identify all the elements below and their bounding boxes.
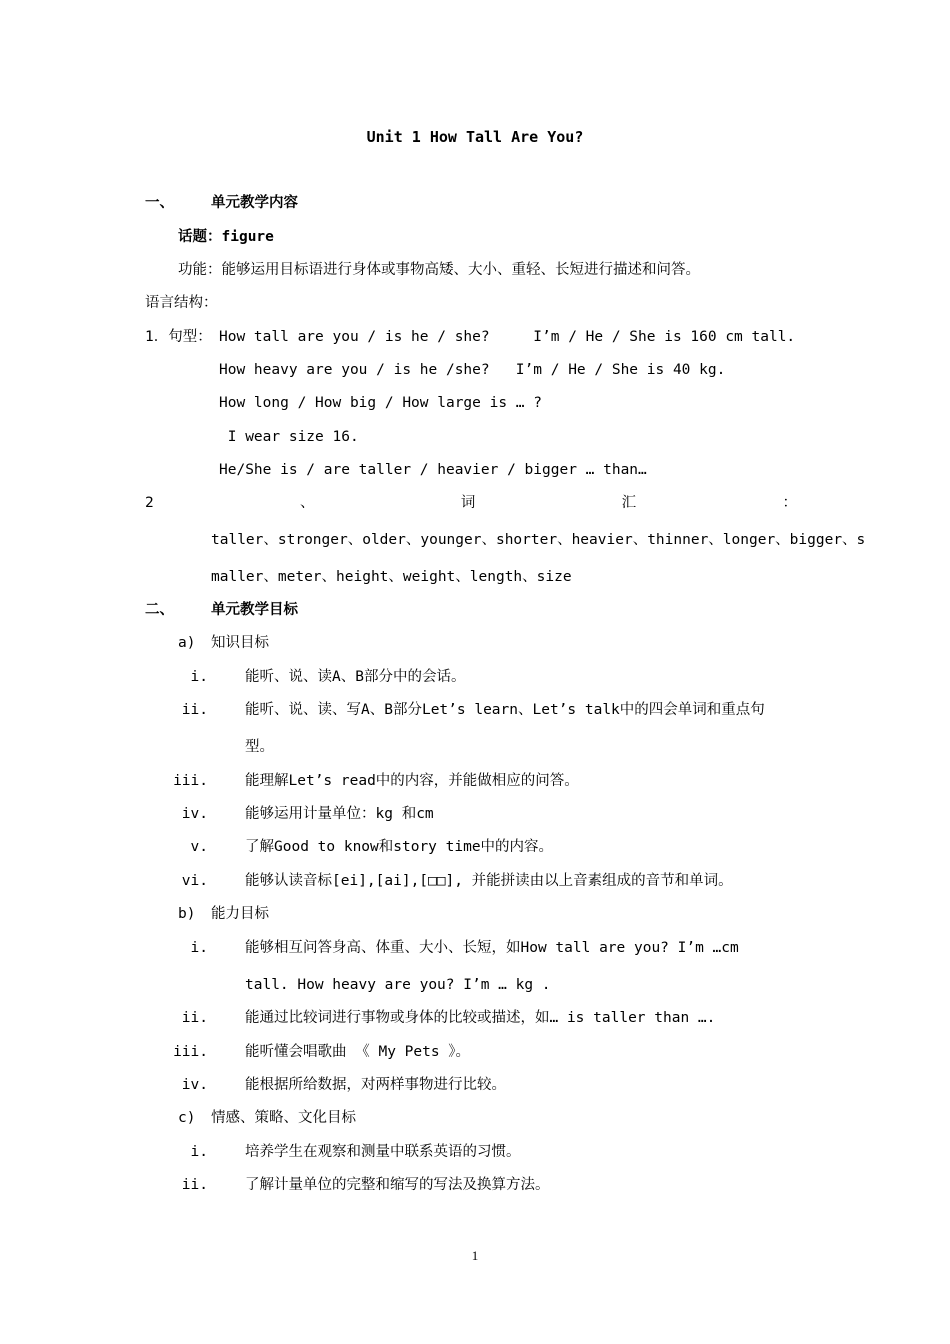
item-number: ii. [181,1177,208,1193]
item-text: 能听、说、读A、B部分中的会话。 [245,669,466,685]
vocab-label-part: ： [782,495,797,511]
vocab-line: taller、stronger、older、younger、shorter、heavier、thinner、longer、bigger、s [211,532,866,548]
section1-number: 一、 [145,195,174,211]
item-text-continued: 型。 [245,739,274,755]
item-text: 能理解Let’s read中的内容，并能做相应的问答。 [245,773,579,789]
item-text: 了解Good to know和story time中的内容。 [245,839,554,855]
vocab-label-part: 汇 [621,495,637,511]
section1-heading: 单元教学内容 [211,195,298,211]
item-number: iii. [173,773,208,789]
item-number: i. [190,940,208,956]
item-number: iii. [173,1044,208,1060]
item-text: 能听、说、读、写A、B部分Let’s learn、Let’s talk中的四会单词和重点句 [245,702,765,718]
section2-number: 二、 [145,602,174,618]
item-text: 能够认读音标[ei],[ai],[□□], 并能拼读由以上音素组成的音节和单词。 [245,873,733,889]
item-text: 能通过比较词进行事物或身体的比较或描述，如… is taller than …. [245,1010,716,1026]
item-text: 能听懂会唱歌曲 《 My Pets 》。 [245,1044,471,1060]
item-number: iv. [181,806,208,822]
function-line: 功能：能够运用目标语进行身体或事物高矮、大小、重轻、长短进行描述和问答。 [178,262,700,278]
item-text: 能够相互问答身高、体重、大小、长短，如How tall are you? I’m …cm [245,940,739,956]
item-number: i. [190,669,208,685]
group-marker: a) [178,635,196,651]
vocab-label-part: 2 [145,495,154,511]
item-text: 培养学生在观察和测量中联系英语的习惯。 [245,1144,521,1160]
vocab-label-part: 、 [300,495,315,511]
page-title: Unit 1 How Tall Are You? [366,128,584,146]
item-number: vi. [181,873,208,889]
group-label: 能力目标 [211,906,269,922]
item-text: 能根据所给数据，对两样事物进行比较。 [245,1077,506,1093]
item-number: ii. [181,702,208,718]
group-label: 知识目标 [211,635,269,651]
page-number: 1 [471,1248,479,1263]
item-number: iv. [181,1077,208,1093]
pattern-line: I wear size 16. [219,429,359,445]
item-text-continued: tall. How heavy are you? I’m … kg . [245,977,551,993]
item-number: v. [190,839,208,855]
pattern-line: How long / How big / How large is … ? [219,395,543,411]
group-marker: c) [178,1110,196,1126]
item-text: 能够运用计量单位：kg 和cm [245,806,434,822]
item-number: ii. [181,1010,208,1026]
vocab-line: maller、meter、height、weight、length、size [211,569,572,585]
topic-line: 话题：figure [178,229,274,245]
section2-heading: 单元教学目标 [211,602,298,618]
item-text: 了解计量单位的完整和缩写的写法及换算方法。 [245,1177,550,1193]
vocab-label [145,493,797,513]
vocab-label-part: 词 [460,495,476,511]
pattern-line: He/She is / are taller / heavier / bigger … than… [219,462,647,478]
group-marker: b) [178,906,196,922]
pattern-line: How tall are you / is he / she? I’m / He / She is 160 cm tall. [219,329,796,345]
structure-label: 语言结构： [145,295,218,311]
item-number: i. [190,1144,208,1160]
patterns-label: 1．句型： [145,329,212,345]
group-label: 情感、策略、文化目标 [211,1110,356,1126]
pattern-line: How heavy are you / is he /she? I’m / He / She is 40 kg. [219,362,726,378]
